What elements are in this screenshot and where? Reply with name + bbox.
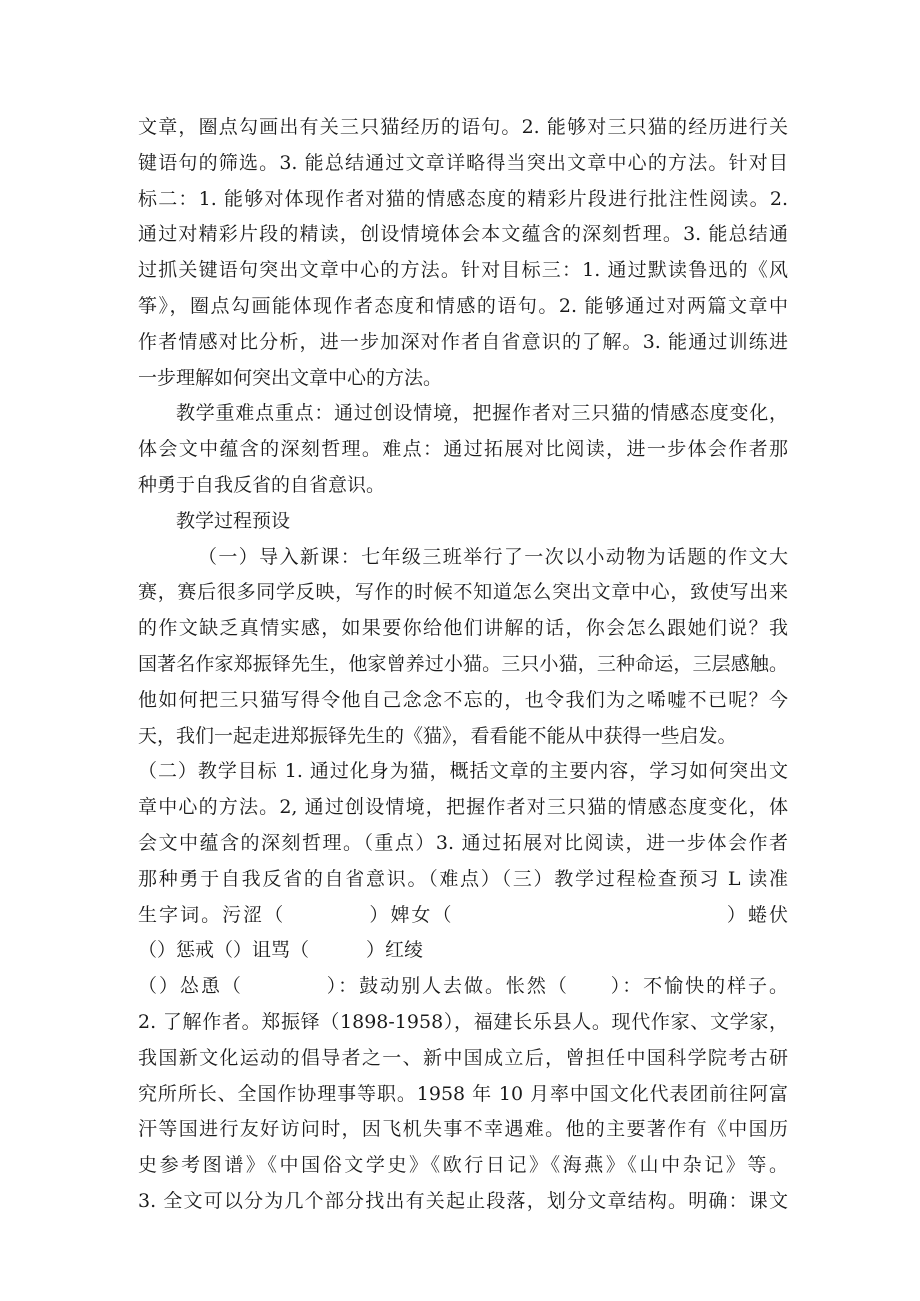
text-line: 筝》，圈点勾画能体现作者态度和情感的语句。2. 能够通过对两篇文章中: [138, 294, 788, 317]
text-line: 生字词。污涩（ ）婢女（ ）蜷伏: [138, 903, 788, 926]
text-line: 3. 全文可以分为几个部分找出有关起止段落，划分文章结构。明确：课文: [138, 1189, 788, 1212]
text-line: 赛，赛后很多同学反映，写作的时候不知道怎么突出文章中心，致使写出来: [138, 581, 788, 604]
text-line: 教学重难点重点：通过创设情境，把握作者对三只猫的情感态度变化，: [176, 402, 788, 425]
document-page: [138, 110, 788, 1220]
text-line: （二）教学目标 1. 通过化身为猫，概括文章的主要内容，学习如何突出文: [138, 760, 788, 783]
text-line: 过抓关键语句突出文章中心的方法。针对目标三：1. 通过默读鲁迅的《风: [138, 259, 788, 282]
text-line: （）怂恿（ ）：鼓动别人去做。怅然（ ）：不愉快的样子。: [138, 975, 788, 998]
text-line: 键语句的筛选。3. 能总结通过文章详略得当突出文章中心的方法。针对目: [138, 151, 788, 174]
text-line: 国著名作家郑振铎先生，他家曾养过小猫。三只小猫，三种命运，三层感触。: [138, 652, 788, 675]
text-line: 那种勇于自我反省的自省意识。（难点）（三）教学过程检查预习 L 读准: [138, 867, 788, 890]
text-line: 我国新文化运动的倡导者之一、新中国成立后，曾担任中国科学院考古研: [138, 1046, 788, 1069]
text-line: 会文中蕴含的深刻哲理。（重点）3. 通过拓展对比阅读，进一步体会作者: [138, 831, 788, 854]
text-line: 章中心的方法。2, 通过创设情境，把握作者对三只猫的情感态度变化，体: [138, 796, 788, 819]
text-line: 文章，圈点勾画出有关三只猫经历的语句。2. 能够对三只猫的经历进行关: [138, 116, 788, 138]
text-line: 天，我们一起走进郑振铎先生的《猫》，看看能不能从中获得一些启发。: [138, 724, 737, 747]
text-line: （）惩戒（）诅骂（ ）红绫: [138, 939, 424, 962]
text-line: 种勇于自我反省的自省意识。: [138, 473, 386, 496]
text-line: 标二：1. 能够对体现作者对猫的情感态度的精彩片段进行批注性阅读。2.: [138, 187, 788, 210]
text-line: （一）导入新课：七年级三班举行了一次以小动物为话题的作文大: [198, 545, 788, 568]
text-line: 通过对精彩片段的精读，创设情境体会本文蕴含的深刻哲理。3. 能总结通: [138, 223, 788, 246]
text-line: 究所所长、全国作协理事等职。1958 年 10 月率中国文化代表团前往阿富: [138, 1082, 788, 1105]
text-line: 体会文中蕴含的深刻哲理。难点：通过拓展对比阅读，进一步体会作者那: [138, 438, 788, 461]
section-heading: 教学过程预设: [176, 509, 291, 532]
text-line: 史参考图谱》《中国俗文学史》《欧行日记》《海燕》《山中杂记》等。: [138, 1154, 788, 1177]
text-line: 一步理解如何突出文章中心的方法。: [138, 366, 443, 389]
text-line: 他如何把三只猫写得令他自己念念不忘的，也令我们为之唏嘘不已呢？今: [138, 688, 788, 711]
text-line: 2. 了解作者。郑振铎（1898-1958），福建长乐县人。现代作家、文学家，: [138, 1010, 788, 1033]
text-line: 作者情感对比分析，进一步加深对作者自省意识的了解。3. 能通过训练进: [138, 330, 788, 353]
text-line: 的作文缺乏真情实感，如果要你给他们讲解的话，你会怎么跟她们说？我: [138, 617, 788, 640]
text-line: 汗等国进行友好访问时，因飞机失事不幸遇难。他的主要著作有《中国历: [138, 1118, 788, 1141]
